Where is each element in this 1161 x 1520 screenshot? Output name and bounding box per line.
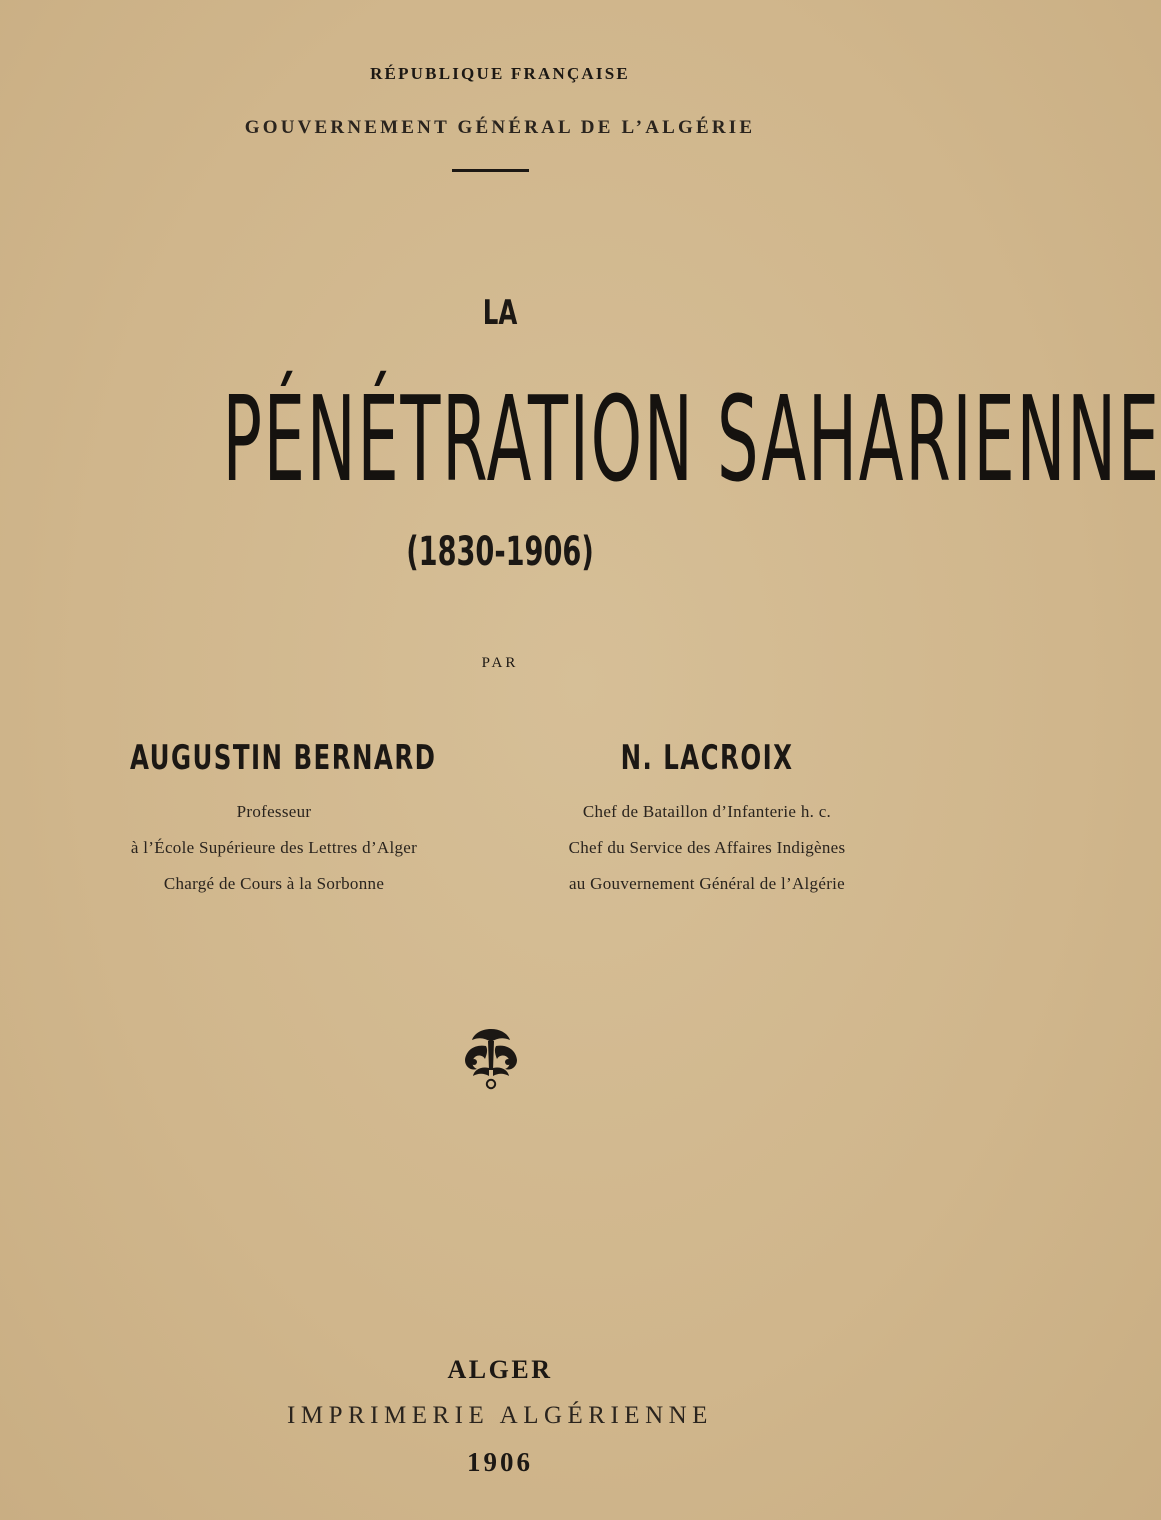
- title-article: LA: [482, 293, 518, 333]
- author-title-line: Chef du Service des Affaires Indigènes: [568, 838, 846, 857]
- header-rule: [452, 169, 529, 172]
- header-government: GOUVERNEMENT GÉNÉRAL DE L’ALGÉRIE: [244, 117, 756, 138]
- author-title-line: Chef de Bataillon d’Infanterie h. c.: [582, 802, 832, 821]
- imprint-year: 1906: [467, 1447, 533, 1477]
- author-title-line: Professeur: [236, 802, 312, 821]
- header-republic: RÉPUBLIQUE FRANÇAISE: [370, 64, 630, 83]
- author-block-lacroix: [507, 738, 907, 902]
- author-title-line: Chargé de Cours à la Sorbonne: [163, 874, 385, 893]
- title-dates: (1830-1906): [406, 529, 594, 575]
- fleuron-ornament-icon: [461, 1026, 521, 1092]
- imprint-city: ALGER: [447, 1355, 553, 1384]
- author-block-bernard: [74, 738, 474, 902]
- author-name: N. LACROIX: [620, 738, 794, 778]
- author-title-line: au Gouvernement Général de l’Algérie: [568, 874, 846, 893]
- page-title: PÉNÉTRATION SAHARIENNE: [222, 370, 1161, 508]
- imprint-printer: IMPRIMERIE ALGÉRIENNE: [287, 1402, 713, 1429]
- author-title-line: à l’École Supérieure des Lettres d’Alger: [130, 838, 418, 857]
- author-name: AUGUSTIN BERNARD: [130, 738, 437, 778]
- by-label: PAR: [481, 655, 519, 671]
